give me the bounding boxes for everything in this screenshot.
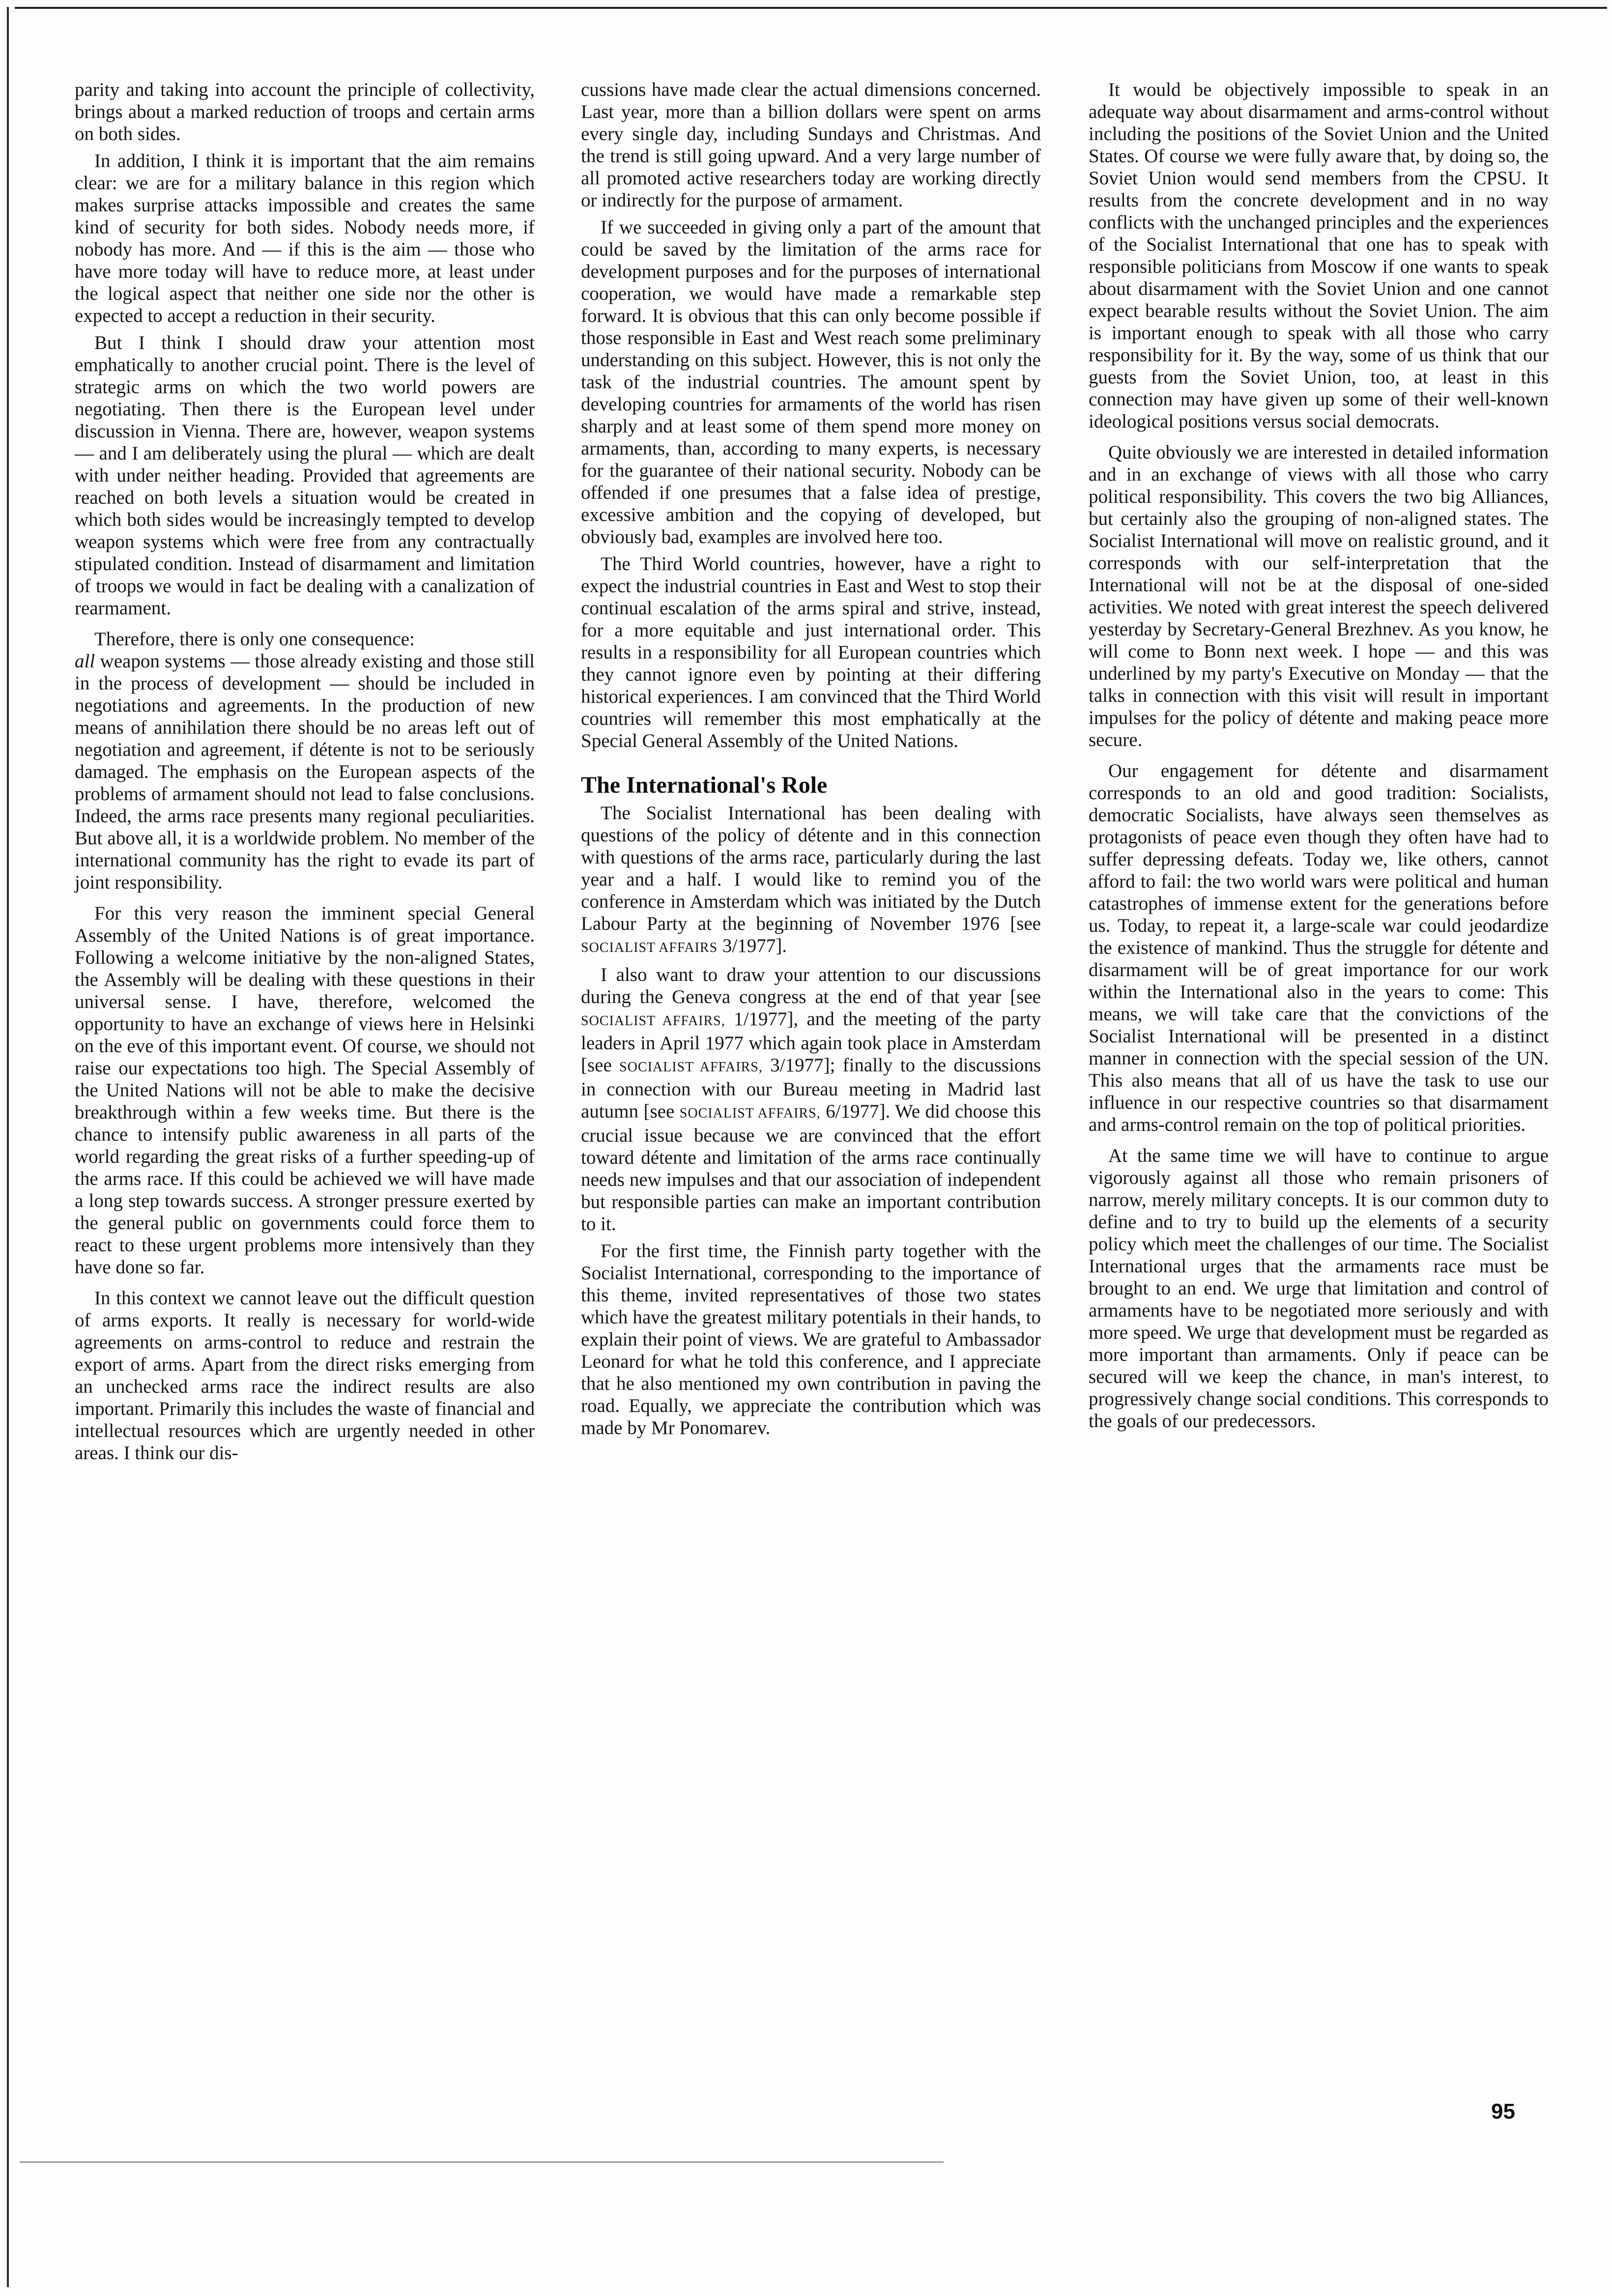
paragraph-text: weapon systems — those already existing and those still in the process of development — should be included in negotiations and agreements. In the production of new means of annihilation there should be no areas left out of negotiation and agreement, if détente is not to be seriously damaged. The emphasis on the European aspects of the problems of armament should not lead to false conclusions. Indeed, the arms race presents many regional peculiarities. But above all, it is a worldwide problem. No member of the international community has the right to evade its part of joint responsibility.: [75, 651, 535, 893]
paragraph: At the same time we will have to continue to argue vigorously against all those who remain prisoners of narrow, merely military concepts. It is our common duty to define and to try to build up the elements of a security policy which meet the challenges of our time. The Socialist International urges that the armaments race must be brought to an end. We urge that limitation and control of armaments have to be negotiated more seriously and with more speed. We urge that development must be regarded as more important than armaments. Only if peace can be secured will we keep the chance, in man's interest, to progressively change social conditions. This corresponds to the goals of our predecessors.: [1089, 1145, 1549, 1432]
paragraph: [75, 628, 535, 893]
paragraph: It would be objectively impossible to speak in an adequate way about disarmament and arms-control without including the positions of the Soviet Union and the United States. Of course we were fully aware that, by doing so, the Soviet Union would send members from the CPSU. It results from the concrete development and in no way conflicts with the unchanged principles and the experiences of the Socialist International that one has to speak with responsible politicians from Moscow if one wants to speak about disarmament with the Soviet Union and one cannot expect bearable results without the Soviet Union. The aim is important enough to speak with all those who carry responsibility for it. By the way, some of us think that our guests from the Soviet Union, too, at least in this connection may have given up some of their well-known ideological positions versus social democrats.: [1089, 79, 1549, 432]
left-border-rule: [7, 7, 9, 2287]
paragraph-text: The Socialist International has been dealing with questions of the policy of détente and in this connection with questions of the arms race, particularly during the last year and a half. I would like to remind you of the conference in Amsterdam which was initiated by the Dutch Labour Party at the beginning of November 1976 [see: [581, 803, 1041, 934]
journal-reference: SOCIALIST AFFAIRS,: [619, 1060, 763, 1075]
paragraph: Quite obviously we are interested in detailed information and in an exchange of views with all those who carry political responsibility. This covers the two big Alliances, but certainly also the grouping of non-aligned states. The Socialist International will move on realistic ground, and it corresponds with our self-interpretation that the International will not be at the disposal of one-sided activities. We noted with great interest the speech delivered yesterday by Secretary-General Brezhnev. As you know, he will come to Bonn next week. I hope — and this was underlined by my party's Executive on Monday — that the talks in connection with this visit will result in important impulses for the policy of détente and making peace more secure.: [1089, 442, 1549, 750]
paragraph: Our engagement for détente and disarmament corresponds to an old and good tradition: Socialists, democratic Socialists, have always seen themselves as protagonists of peace even though they often have had to suffer depressing defeats. Today we, like others, cannot afford to fail: the two world wars were political and human catastrophes of immense extent for the generations before us. Today, to repeat it, a large-scale war could jeodardize the existence of mankind. Thus the struggle for détente and disarmament will be of great importance for our work within the International also in the years to come: This means, we will take care that the convictions of the Socialist International will be presented in a distinct manner in connection with the special session of the UN. This also means that all of us have the task to use our influence in our respective countries so that disarmament and arms-control remain on the top of political priorities.: [1089, 760, 1549, 1135]
paragraph: The Third World countries, however, have a right to expect the industrial countries in East and West to stop their continual escalation of the arms spiral and strive, instead, for a more equitable and just international order. This results in a responsibility for all European countries which they cannot ignore even by pointing at their differing historical experiences. I am convinced that the Third World countries will remember this most emphatically at the Special General Assembly of the United Nations.: [581, 553, 1041, 751]
paragraph: But I think I should draw your attention most emphatically to another crucial point. There is the level of strategic arms on which the two world powers are negotiating. Then there is the European level under discussion in Vienna. There are, however, weapon systems — and I am deliberately using the plural — which are dealt with under neither heading. Provided that agreements are reached on both levels a situation would be created in which both sides would be increasingly tempted to develop weapon systems which were free from any contractually stipulated condition. Instead of disarmament and limitation of troops we would in fact be dealing with a canalization of rearmament.: [75, 332, 535, 619]
paragraph-text: 3/1977]; finally to the discussions in connection with our Bureau meeting in Madrid last autumn [see: [581, 1055, 1041, 1122]
page-number: 95: [1491, 2099, 1515, 2124]
paragraph: If we succeeded in giving only a part of the amount that could be saved by the limitation of the arms race for development purposes and for the purposes of international cooperation, we would have made a remarkable step forward. It is obvious that this can only become possible if those responsible in East and West reach some preliminary understanding on this subject. However, this is not only the task of the industrial countries. The amount spent by developing countries for armaments of the world has risen sharply and at least some of them spend more money on armaments, than, according to many experts, is necessary for the guarantee of their national security. Nobody can be offended if one presumes that a false idea of prestige, excessive ambition and the copying of developed, but obviously bad, examples are involved here too.: [581, 217, 1041, 547]
paragraph: In this context we cannot leave out the difficult question of arms exports. It really is necessary for world-wide agreements on arms-control to reduce and restrain the export of arms. Apart from the direct risks emerging from an unchecked arms race the indirect results are also important. Primarily this includes the waste of financial and intellectual resources which are urgently needed in other areas. I think our dis-: [75, 1288, 535, 1464]
paragraph-text: Therefore, there is only one consequence:: [94, 629, 415, 650]
paragraph: For the first time, the Finnish party together with the Socialist International, corresponding to the importance of this theme, invited representatives of those two states which have the greatest military potentials in their hands, to explain their point of views. We are grateful to Ambassador Leonard for what he told this conference, and I appreciate that he also mentioned my own contribution in paving the road. Equally, we appreciate the contribution which was made by Mr Ponomarev.: [581, 1240, 1041, 1438]
paragraph: [581, 964, 1041, 1235]
journal-reference: SOCIALIST AFFAIRS,: [679, 1106, 821, 1121]
paragraph-text: I also want to draw your attention to our discussions during the Geneva congress at the end of that year [see: [581, 964, 1041, 1007]
paragraph: In addition, I think it is important that the aim remains clear: we are for a military balance in this region which makes surprise attacks impossible and creates the same kind of security for both sides. Nobody needs more, if nobody has more. And — if this is the aim — those who have more today will have to reduce more, at least under the logical aspect that neither one side nor the other is expected to accept a reduction in their security.: [75, 150, 535, 326]
emphasis-text: all: [75, 651, 95, 672]
paragraph: [581, 802, 1041, 959]
text-column-3: [1089, 79, 1549, 1432]
bottom-rule: [20, 2161, 944, 2163]
top-border-rule: [15, 7, 1607, 9]
section-heading: The International's Role: [581, 772, 828, 798]
paragraph-text: 1/1977], and the meeting of the party leaders in April 1977 which again took place in Amsterdam [see: [581, 1008, 1041, 1076]
paragraph-text: 3/1977].: [718, 935, 787, 956]
paragraph: parity and taking into account the principle of collectivity, brings about a marked reduction of troops and certain arms on both sides.: [75, 79, 535, 144]
journal-reference: SOCIALIST AFFAIRS,: [581, 1013, 725, 1029]
paragraph-text: 6/1977]. We did choose this crucial issue because we are convinced that the effort toward détente and limitation of the arms race continually needs new impulses and that our association of independent but responsible parties can make an important contribution to it.: [581, 1101, 1041, 1234]
paragraph: cussions have made clear the actual dimensions concerned. Last year, more than a billion dollars were spent on arms every single day, including Sundays and Christmas. And the trend is still going upward. And a very large number of all promoted active researchers today are working directly or indirectly for the purpose of armament.: [581, 79, 1041, 211]
paragraph: For this very reason the imminent special General Assembly of the United Nations is of great importance. Following a welcome initiative by the non-aligned States, the Assembly will be dealing with these questions in their universal sense. I have, therefore, welcomed the opportunity to have an exchange of views here in Helsinki on the eve of this important event. Of course, we should not raise our expectations too high. The Special Assembly of the United Nations will not be able to make the decisive breakthrough within a few weeks time. But there is the chance to intensify public awareness in all parts of the world regarding the great risks of a further speeding-up of the arms race. If this could be achieved we will have made a long step towards success. A stronger pressure exerted by the general public on governments could force them to react to these urgent problems more intensively than they have done so far.: [75, 903, 535, 1278]
text-column-1: [75, 79, 535, 1464]
journal-reference: SOCIALIST AFFAIRS: [581, 940, 718, 955]
text-column-2: [581, 79, 1041, 1439]
